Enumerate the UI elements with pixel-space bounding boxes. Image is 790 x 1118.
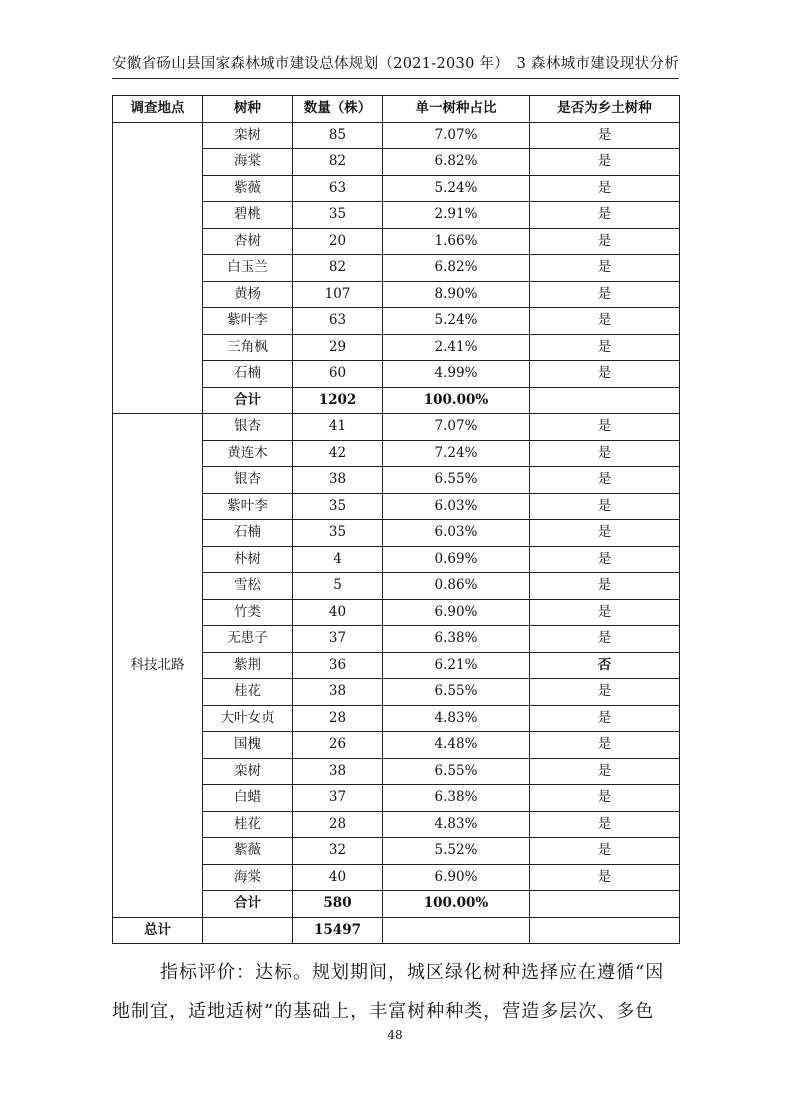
share-cell: 6.03% [383, 520, 530, 547]
count-cell: 63 [293, 308, 383, 335]
share-cell: 7.24% [383, 440, 530, 467]
species-cell: 海棠 [203, 864, 293, 891]
subtotal-native-empty [530, 387, 680, 414]
species-cell: 白蜡 [203, 785, 293, 812]
share-cell: 6.82% [383, 255, 530, 282]
native-cell: 是 [530, 308, 680, 335]
native-cell: 是 [530, 838, 680, 865]
header-species: 树种 [203, 96, 293, 123]
species-cell: 黄杨 [203, 281, 293, 308]
share-cell: 6.55% [383, 679, 530, 706]
share-cell: 2.41% [383, 334, 530, 361]
page-header [112, 52, 679, 79]
share-cell: 6.82% [383, 149, 530, 176]
species-cell: 无患子 [203, 626, 293, 653]
count-cell: 35 [293, 520, 383, 547]
header-share: 单一树种占比 [383, 96, 530, 123]
share-cell: 2.91% [383, 202, 530, 229]
count-cell: 36 [293, 652, 383, 679]
evaluation-paragraph-line-2: 地制宜，适地适树”的基础上，丰富树种种类，营造多层次、多色 [112, 1001, 655, 1022]
location-cell: 科技北路 [113, 414, 203, 918]
native-cell: 是 [530, 281, 680, 308]
native-cell: 是 [530, 122, 680, 149]
share-cell: 6.21% [383, 652, 530, 679]
subtotal-share: 100.00% [383, 387, 530, 414]
share-cell: 6.38% [383, 785, 530, 812]
subtotal-share: 100.00% [383, 891, 530, 918]
native-cell: 是 [530, 626, 680, 653]
count-cell: 32 [293, 838, 383, 865]
species-cell: 石楠 [203, 361, 293, 388]
count-cell: 38 [293, 467, 383, 494]
count-cell: 35 [293, 493, 383, 520]
species-cell: 国槐 [203, 732, 293, 759]
native-cell: 是 [530, 573, 680, 600]
count-cell: 85 [293, 122, 383, 149]
native-cell: 是 [530, 679, 680, 706]
count-cell: 40 [293, 599, 383, 626]
header-native: 是否为乡土树种 [530, 96, 680, 123]
page-number: 48 [387, 1028, 403, 1042]
native-cell: 是 [530, 334, 680, 361]
total-count: 15497 [293, 917, 383, 944]
species-cell: 紫薇 [203, 175, 293, 202]
species-cell: 白玉兰 [203, 255, 293, 282]
share-cell: 6.03% [383, 493, 530, 520]
count-cell: 38 [293, 758, 383, 785]
share-cell: 4.83% [383, 705, 530, 732]
native-cell: 是 [530, 811, 680, 838]
total-share-empty [383, 917, 530, 944]
native-cell: 是 [530, 758, 680, 785]
species-cell: 海棠 [203, 149, 293, 176]
share-cell: 4.48% [383, 732, 530, 759]
header-document-title: 安徽省砀山县国家森林城市建设总体规划（2021-2030 年） [112, 56, 510, 72]
species-cell: 朴树 [203, 546, 293, 573]
native-cell: 是 [530, 493, 680, 520]
share-cell: 5.24% [383, 308, 530, 335]
native-cell: 是 [530, 546, 680, 573]
native-cell: 是 [530, 228, 680, 255]
species-cell: 碧桃 [203, 202, 293, 229]
evaluation-paragraph-line-1: 指标评价：达标。规划期间，城区绿化树种选择应在遵循“因 [160, 962, 665, 983]
native-cell: 是 [530, 361, 680, 388]
count-cell: 37 [293, 785, 383, 812]
share-cell: 5.24% [383, 175, 530, 202]
table-row [113, 122, 680, 149]
total-label: 总计 [113, 917, 203, 944]
header-location: 调查地点 [113, 96, 203, 123]
share-cell: 6.90% [383, 599, 530, 626]
total-native-empty [530, 917, 680, 944]
share-cell: 4.83% [383, 811, 530, 838]
count-cell: 42 [293, 440, 383, 467]
native-cell: 是 [530, 202, 680, 229]
species-cell: 紫叶李 [203, 308, 293, 335]
native-cell: 是 [530, 255, 680, 282]
count-cell: 63 [293, 175, 383, 202]
species-cell: 栾树 [203, 122, 293, 149]
species-cell: 黄连木 [203, 440, 293, 467]
table-header-row [113, 96, 680, 123]
native-cell: 是 [530, 732, 680, 759]
species-cell: 三角枫 [203, 334, 293, 361]
species-cell: 紫叶李 [203, 493, 293, 520]
header-count: 数量（株） [293, 96, 383, 123]
species-cell: 栾树 [203, 758, 293, 785]
count-cell: 28 [293, 705, 383, 732]
total-row [113, 917, 680, 944]
tree-species-table [112, 95, 680, 944]
share-cell: 6.90% [383, 864, 530, 891]
share-cell: 7.07% [383, 122, 530, 149]
native-cell: 是 [530, 705, 680, 732]
count-cell: 41 [293, 414, 383, 441]
species-cell: 杏树 [203, 228, 293, 255]
share-cell: 0.86% [383, 573, 530, 600]
subtotal-count: 580 [293, 891, 383, 918]
subtotal-label: 合计 [203, 891, 293, 918]
count-cell: 29 [293, 334, 383, 361]
native-cell: 是 [530, 175, 680, 202]
share-cell: 4.99% [383, 361, 530, 388]
subtotal-native-empty [530, 891, 680, 918]
species-cell: 桂花 [203, 679, 293, 706]
table-row [113, 414, 680, 441]
species-cell: 桂花 [203, 811, 293, 838]
native-cell: 是 [530, 414, 680, 441]
native-cell: 是 [530, 599, 680, 626]
species-cell: 银杏 [203, 414, 293, 441]
native-cell: 是 [530, 467, 680, 494]
species-cell: 紫荆 [203, 652, 293, 679]
header-chapter-title: 3 森林城市建设现状分析 [516, 56, 679, 72]
share-cell: 6.38% [383, 626, 530, 653]
species-cell: 竹类 [203, 599, 293, 626]
total-species-empty [203, 917, 293, 944]
share-cell: 1.66% [383, 228, 530, 255]
count-cell: 107 [293, 281, 383, 308]
native-cell: 否 [530, 652, 680, 679]
count-cell: 35 [293, 202, 383, 229]
share-cell: 6.55% [383, 758, 530, 785]
species-cell: 银杏 [203, 467, 293, 494]
count-cell: 60 [293, 361, 383, 388]
count-cell: 20 [293, 228, 383, 255]
subtotal-label: 合计 [203, 387, 293, 414]
count-cell: 4 [293, 546, 383, 573]
share-cell: 6.55% [383, 467, 530, 494]
subtotal-count: 1202 [293, 387, 383, 414]
native-cell: 是 [530, 520, 680, 547]
count-cell: 82 [293, 149, 383, 176]
location-cell [113, 122, 203, 414]
share-cell: 5.52% [383, 838, 530, 865]
share-cell: 7.07% [383, 414, 530, 441]
species-cell: 雪松 [203, 573, 293, 600]
share-cell: 0.69% [383, 546, 530, 573]
count-cell: 28 [293, 811, 383, 838]
count-cell: 82 [293, 255, 383, 282]
count-cell: 37 [293, 626, 383, 653]
native-cell: 是 [530, 149, 680, 176]
native-cell: 是 [530, 440, 680, 467]
share-cell: 8.90% [383, 281, 530, 308]
species-cell: 石楠 [203, 520, 293, 547]
species-cell: 紫薇 [203, 838, 293, 865]
native-cell: 是 [530, 864, 680, 891]
native-cell: 是 [530, 785, 680, 812]
species-cell: 大叶女贞 [203, 705, 293, 732]
count-cell: 40 [293, 864, 383, 891]
count-cell: 38 [293, 679, 383, 706]
count-cell: 5 [293, 573, 383, 600]
count-cell: 26 [293, 732, 383, 759]
